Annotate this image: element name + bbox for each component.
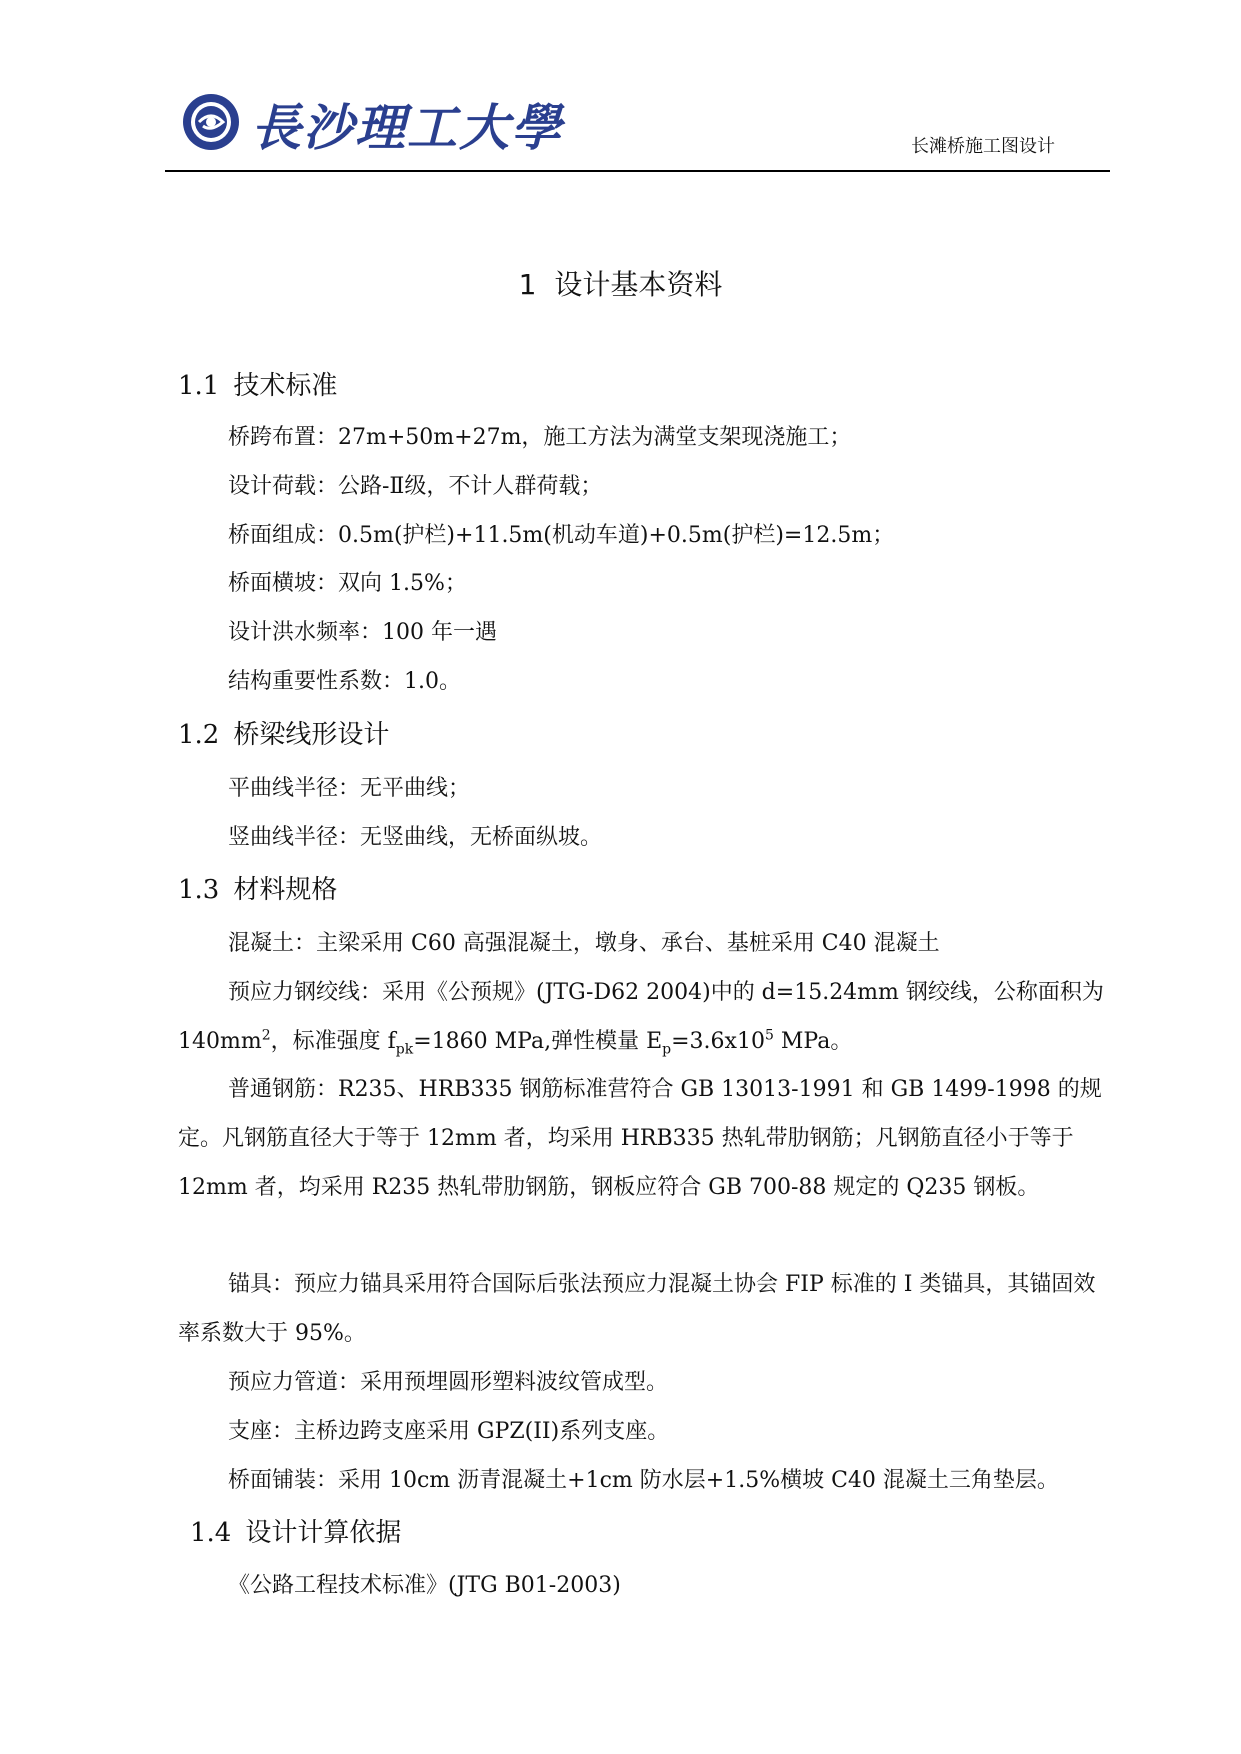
strand-sup: 2 bbox=[261, 1027, 271, 1044]
section-title: 材料规格 bbox=[233, 875, 338, 905]
paragraph-plane-curve: 平曲线半径：无平曲线； bbox=[228, 776, 471, 801]
university-seal-icon bbox=[181, 92, 241, 152]
strand-text-a: 预应力钢绞线：采用《公预规》(JTG-D62 2004)中的 d=15.24mm 钢绞线，公称面积为 140mm bbox=[178, 980, 1104, 1054]
chapter-title bbox=[0, 263, 1241, 303]
paragraph-span: 桥跨布置：27m+50m+27m，施工方法为满堂支架现浇施工； bbox=[228, 425, 852, 450]
paragraph-rebar: 普通钢筋：R235、HRB335 钢筋标准营符合 GB 13013-1991 和 GB 1499-1998 的规定。凡钢筋直径大于等于 12mm 者，均采用 HRB335 热轧带肋钢筋；凡钢筋直径小于等于 12mm 者，均采用 R235 热轧带肋钢筋，钢板应符合 GB 700-88 规定的 Q235 钢板。 bbox=[178, 1077, 1102, 1200]
paragraph-anchor: 锚具：预应力锚具采用符合国际后张法预应力混凝土协会 FIP 标准的 I 类锚具，其锚固效率系数大于 95%。 bbox=[178, 1272, 1096, 1346]
paragraph-standard: 《公路工程技术标准》(JTG B01-2003) bbox=[228, 1573, 621, 1598]
section-number: 1.3 bbox=[178, 875, 220, 905]
strand-sup-5: 5 bbox=[764, 1027, 774, 1044]
header-divider bbox=[165, 170, 1110, 172]
page-header bbox=[165, 80, 1125, 175]
paragraph-paving: 桥面铺装：采用 10cm 沥青混凝土+1cm 防水层+1.5%横坡 C40 混凝土三角垫层。 bbox=[228, 1468, 1059, 1493]
section-heading-1-3 bbox=[178, 869, 337, 906]
strand-text-b: ，标准强度 f bbox=[270, 1029, 396, 1054]
university-name: 長沙理工大學 bbox=[251, 98, 563, 157]
paragraph-importance: 结构重要性系数：1.0。 bbox=[228, 669, 461, 694]
section-heading-1-4 bbox=[190, 1512, 401, 1549]
paragraph-deck: 桥面组成：0.5m(护栏)+11.5m(机动车道)+0.5m(护栏)=12.5m； bbox=[228, 523, 895, 548]
paragraph-strand bbox=[178, 968, 1108, 1066]
document-header-title: 长滩桥施工图设计 bbox=[911, 136, 1055, 157]
chapter-number: 1 bbox=[518, 268, 537, 301]
paragraph-load: 设计荷载：公路-Ⅱ级，不计人群荷载； bbox=[228, 474, 603, 499]
section-number: 1.1 bbox=[178, 371, 220, 401]
section-title: 桥梁线形设计 bbox=[233, 720, 390, 750]
section-number: 1.4 bbox=[190, 1518, 232, 1548]
strand-sub-p: p bbox=[662, 1041, 672, 1058]
paragraph-bearing: 支座：主桥边跨支座采用 GPZ(II)系列支座。 bbox=[228, 1419, 670, 1444]
paragraph-slope: 桥面横坡：双向 1.5%； bbox=[228, 571, 467, 596]
chapter-title-text: 设计基本资料 bbox=[554, 268, 723, 301]
strand-text-e: MPa。 bbox=[773, 1029, 853, 1054]
paragraph-concrete: 混凝土：主梁采用 C60 高强混凝土，墩身、承台、基桩采用 C40 混凝土 bbox=[228, 931, 940, 956]
paragraph-duct: 预应力管道：采用预埋圆形塑料波纹管成型。 bbox=[228, 1370, 669, 1395]
section-heading-1-1 bbox=[178, 365, 337, 402]
strand-text-c: =1860 MPa,弹性模量 E bbox=[413, 1029, 663, 1054]
section-heading-1-2 bbox=[178, 714, 389, 751]
section-title: 设计计算依据 bbox=[245, 1518, 402, 1548]
strand-text-d: =3.6x10 bbox=[671, 1029, 765, 1054]
strand-sub-pk: pk bbox=[395, 1041, 414, 1058]
paragraph-flood: 设计洪水频率：100 年一遇 bbox=[228, 620, 497, 645]
section-number: 1.2 bbox=[178, 720, 220, 750]
section-title: 技术标准 bbox=[233, 371, 338, 401]
paragraph-vertical-curve: 竖曲线半径：无竖曲线，无桥面纵坡。 bbox=[228, 825, 603, 850]
